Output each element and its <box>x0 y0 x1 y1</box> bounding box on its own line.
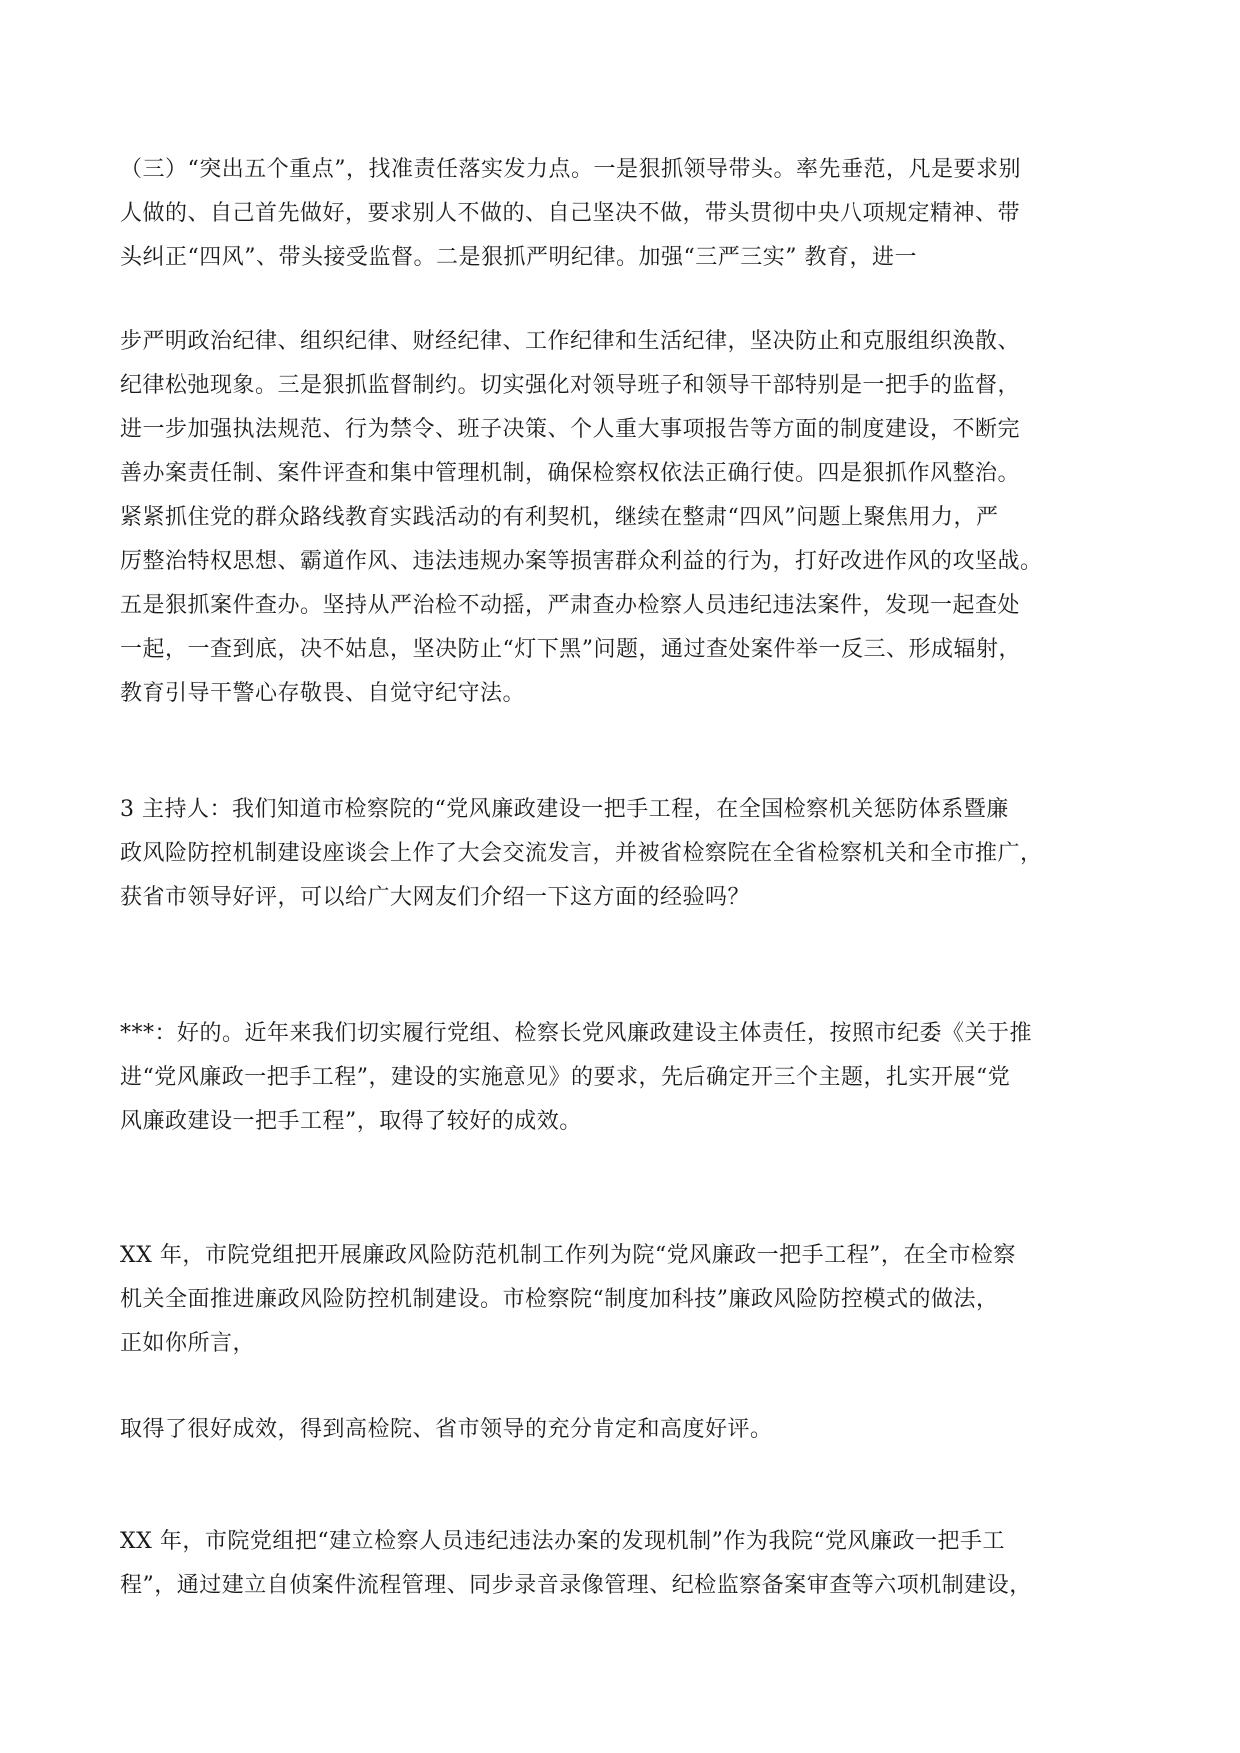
paragraph-answer <box>120 1012 1120 1144</box>
text-line: 人做的、自己首先做好，要求别人不做的、自己坚决不做，带头贯彻中央八项规定精神、带 <box>120 201 1021 226</box>
text-line: 程”，通过建立自侦案件流程管理、同步录音录像管理、纪检监察备案审查等六项机制建设， <box>120 1573 1032 1598</box>
text-line: 进一步加强执法规范、行为禁令、班子决策、个人重大事项报告等方面的制度建设，不断完 <box>120 417 1021 442</box>
text-line: 纪律松弛现象。三是狠抓监督制约。切实强化对领导班子和领导干部特别是一把手的监督， <box>120 373 1021 398</box>
text-line: ***：好的。近年来我们切实履行党组、检察长党风廉政建设主体责任，按照市纪委《关于推 <box>120 1021 1033 1046</box>
text-line: 步严明政治纪律、组织纪律、财经纪律、工作纪律和生活纪律，坚决防止和克服组织涣散、 <box>120 329 1021 354</box>
text-line: 紧紧抓住党的群众路线教育实践活动的有利契机，继续在整肃“四风”问题上聚焦用力，严 <box>120 505 999 530</box>
paragraph-five-priorities <box>120 148 1120 280</box>
text-line: 进“党风廉政一把手工程”，建设的实施意见》的要求，先后确定开三个主题，扎实开展“党 <box>120 1065 1011 1090</box>
text-line: 一起，一查到底，决不姑息，坚决防止“灯下黑”问题，通过查处案件举一反三、形成辐射， <box>120 637 1021 662</box>
text-line: 善办案责任制、案件评查和集中管理机制，确保检察权依法正确行使。四是狠抓作风整治。 <box>120 461 1021 486</box>
text-line: 头纠正“四风”、带头接受监督。二是狠抓严明纪律。加强“三严三实” 教育，进一 <box>120 245 917 270</box>
text-line: XX 年，市院党组把“建立检察人员违纪违法办案的发现机制”作为我院“党风廉政一把手工 <box>120 1529 1006 1554</box>
text-line: 政风险防控机制建设座谈会上作了大会交流发言，并被省检察院在全省检察机关和全市推广， <box>120 841 1043 866</box>
paragraph-year-one <box>120 1234 1120 1366</box>
text-line: 取得了很好成效，得到高检院、省市领导的充分肯定和高度好评。 <box>120 1417 773 1442</box>
text-line: XX 年，市院党组把开展廉政风险防范机制工作列为院“党风廉政一把手工程”，在全市检察 <box>120 1243 1016 1268</box>
text-line: 教育引导干警心存敬畏、自觉守纪守法。 <box>120 681 526 706</box>
paragraph-results <box>120 1408 1120 1452</box>
text-line: 厉整治特权思想、霸道作风、违法违规办案等损害群众利益的行为，打好改进作风的攻坚战。 <box>120 549 1043 574</box>
paragraph-year-two <box>120 1520 1120 1608</box>
text-line: 3 主持人：我们知道市检察院的“党风廉政建设一把手工程，在全国检察机关惩防体系暨廉 <box>120 797 1009 822</box>
text-line: 获省市领导好评，可以给广大网友们介绍一下这方面的经验吗？ <box>120 885 751 910</box>
paragraph-discipline <box>120 320 1120 716</box>
text-line: 机关全面推进廉政风险防控机制建设。市检察院“制度加科技”廉政风险防控模式的做法， <box>120 1287 999 1312</box>
paragraph-host-question <box>120 788 1120 920</box>
text-line: 风廉政建设一把手工程”，取得了较好的成效。 <box>120 1109 582 1134</box>
text-line: （三）“突出五个重点”，找准责任落实发力点。一是狠抓领导带头。率先垂范，凡是要求别 <box>120 157 1021 182</box>
text-line: 五是狠抓案件查办。坚持从严治检不动摇，严肃查办检察人员违纪违法案件，发现一起查处 <box>120 593 1021 618</box>
text-line: 正如你所言， <box>120 1331 256 1356</box>
